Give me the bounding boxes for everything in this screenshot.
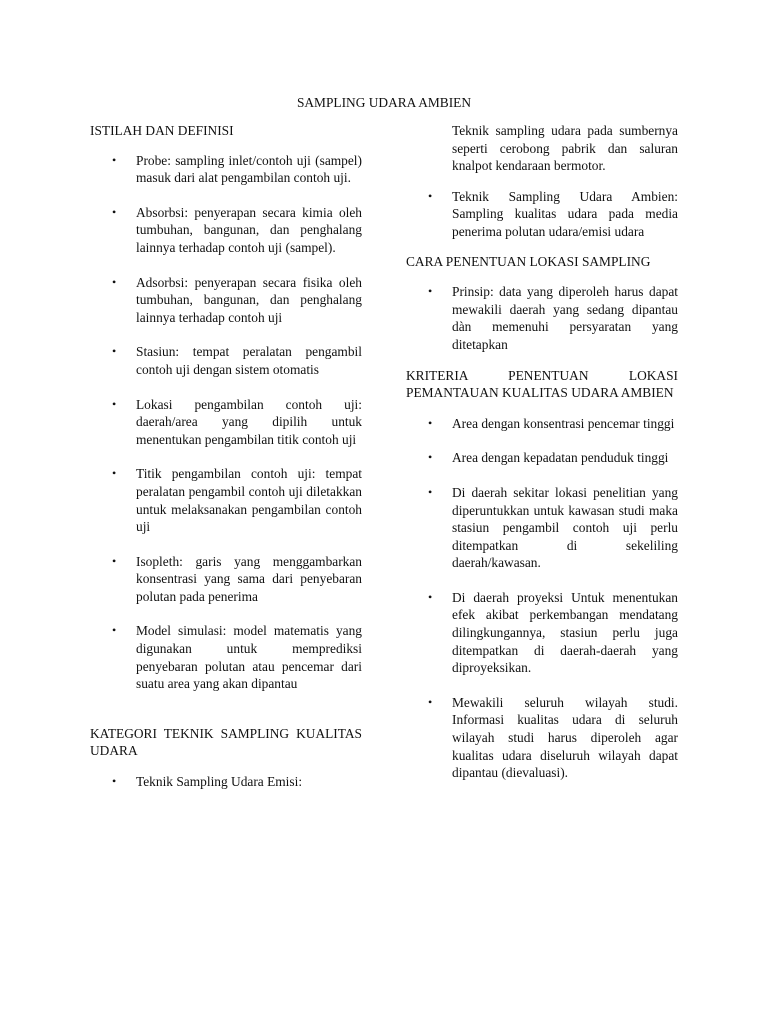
kriteria-list	[406, 415, 678, 782]
list-item: • Teknik Sampling Udara Ambien: Sampling kualitas udara pada media penerima polutan udara/emisi udara	[406, 188, 678, 241]
continuation-text: Teknik sampling udara pada sumbernya seperti cerobong pabrik dan saluran knalpot kendaraan bermotor.	[452, 123, 678, 174]
heading-kategori-teknik-text: KATEGORI TEKNIK SAMPLING KUALITAS UDARA	[90, 725, 362, 759]
heading-kriteria-penentuan: KRITERIA PENENTUAN LOKASI PEMANTAUAN KUALITAS UDARA AMBIEN	[406, 367, 678, 401]
list-item: • Di daerah sekitar lokasi penelitian yang diperuntukkan untuk kawasan studi maka stasiun pengambil contoh uji perlu ditempatkan di sekeliling daerah/kawasan.	[406, 484, 678, 572]
left-column	[90, 122, 362, 791]
list-item: • Area dengan konsentrasi pencemar tinggi	[406, 415, 678, 433]
heading-kategori-teknik	[90, 725, 362, 760]
heading-cara-penentuan: CARA PENENTUAN LOKASI SAMPLING	[406, 253, 651, 269]
heading-istilah-definisi: ISTILAH DAN DEFINISI	[90, 123, 234, 138]
list-item: • Mewakili seluruh wilayah studi. Informasi kualitas udara di seluruh wilayah studi harus diperoleh agar kualitas udara diseluruh wilayah dapat dipantau (dievaluasi).	[406, 694, 678, 782]
ambien-list	[406, 188, 678, 241]
list-item: • Absorbsi: penyerapan secara kimia oleh tumbuhan, bangunan, dan penghalang lainnya terhadap contoh uji (sampel).	[90, 204, 362, 257]
list-item: • Di daerah proyeksi Untuk menentukan efek akibat perkembangan mendatang dilingkungannya, stasiun perlu juga ditempatkan di daerah-daerah yang diproyeksikan.	[406, 589, 678, 677]
prinsip-list	[406, 283, 678, 353]
list-item: • Stasiun: tempat peralatan pengambil contoh uji dengan sistem otomatis	[90, 343, 362, 378]
document-title: SAMPLING UDARA AMBIEN	[296, 95, 472, 110]
kategori-list	[90, 773, 362, 791]
list-item: • Probe: sampling inlet/contoh uji (sampel) masuk dari alat pengambilan contoh uji.	[90, 152, 362, 187]
list-item: • Titik pengambilan contoh uji: tempat peralatan pengambil contoh uji diletakkan untuk melaksanakan pengambilan contoh uji	[90, 465, 362, 535]
list-item: • Area dengan kepadatan penduduk tinggi	[406, 449, 678, 467]
list-item: • Prinsip: data yang diperoleh harus dapat mewakili daerah yang sedang dipantau dàn memenuhi persyaratan yang ditetapkan	[406, 283, 678, 353]
list-item: • Lokasi pengambilan contoh uji: daerah/area yang dipilih untuk menentukan pengambilan titik contoh uji	[90, 396, 362, 449]
definition-list	[90, 152, 362, 693]
list-item: • Isopleth: garis yang menggambarkan konsentrasi yang sama dari penyebaran polutan pada penerima	[90, 553, 362, 606]
right-column	[406, 122, 678, 782]
list-item: • Adsorbsi: penyerapan secara fisika oleh tumbuhan, bangunan, dan penghalang lainnya terhadap contoh uji	[90, 274, 362, 327]
list-item: • Teknik Sampling Udara Emisi:	[90, 773, 362, 791]
list-item: • Model simulasi: model matematis yang digunakan untuk memprediksi penyebaran polutan atau pencemar dari suatu area yang akan dipantau	[90, 622, 362, 692]
